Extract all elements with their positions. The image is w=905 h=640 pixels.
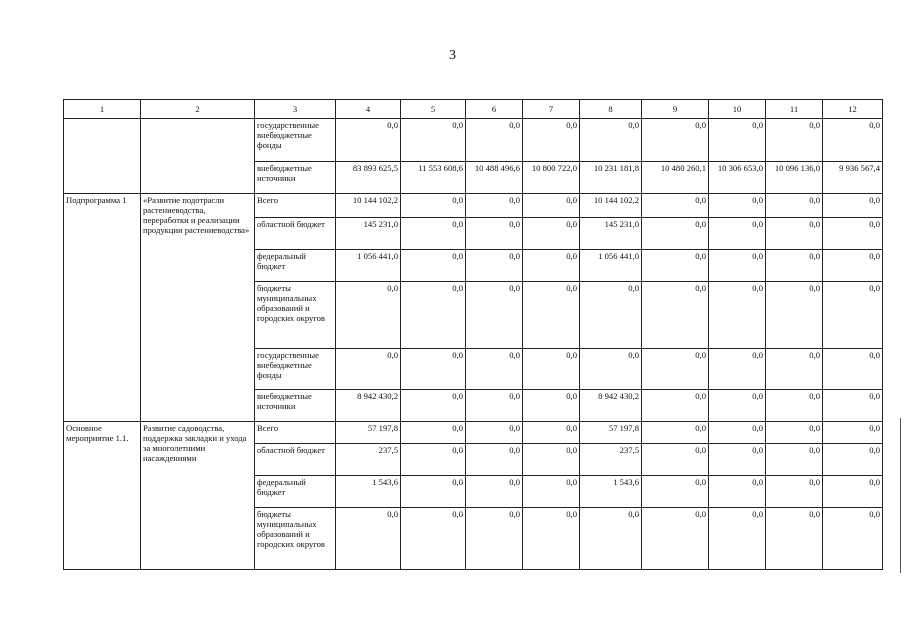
amount-cell: 0,0 <box>642 390 709 422</box>
funding-source: Всего <box>255 194 336 218</box>
amount-cell: 0,0 <box>823 282 883 349</box>
column-header: 5 <box>401 100 466 119</box>
column-header: 12 <box>823 100 883 119</box>
amount-cell: 0,0 <box>580 508 642 570</box>
amount-cell: 0,0 <box>336 508 401 570</box>
amount-cell: 0,0 <box>709 422 766 444</box>
amount-cell: 10 231 181,8 <box>580 162 642 194</box>
amount-cell: 0,0 <box>336 349 401 390</box>
amount-cell: 0,0 <box>642 476 709 508</box>
amount-cell: 0,0 <box>401 390 466 422</box>
amount-cell: 0,0 <box>766 390 823 422</box>
amount-cell: 0,0 <box>766 444 823 476</box>
amount-cell: 9 936 567,4 <box>823 162 883 194</box>
amount-cell: 8 942 430,2 <box>336 390 401 422</box>
amount-cell: 0,0 <box>466 508 523 570</box>
amount-cell: 145 231,0 <box>580 218 642 250</box>
amount-cell: 1 543,6 <box>580 476 642 508</box>
amount-cell: 0,0 <box>642 218 709 250</box>
program-name: Подпрограмма 1 <box>64 194 141 422</box>
amount-cell: 0,0 <box>523 422 580 444</box>
program-description <box>141 119 255 194</box>
amount-cell: 0,0 <box>642 508 709 570</box>
amount-cell: 1 056 441,0 <box>580 250 642 282</box>
amount-cell: 0,0 <box>823 422 883 444</box>
amount-cell: 0,0 <box>766 476 823 508</box>
amount-cell: 0,0 <box>709 250 766 282</box>
budget-table <box>63 99 883 570</box>
amount-cell: 0,0 <box>766 250 823 282</box>
amount-cell: 83 893 625,5 <box>336 162 401 194</box>
amount-cell: 0,0 <box>766 508 823 570</box>
amount-cell: 0,0 <box>466 349 523 390</box>
amount-cell: 0,0 <box>466 250 523 282</box>
program-name <box>64 119 141 194</box>
amount-cell: 0,0 <box>336 282 401 349</box>
amount-cell: 0,0 <box>580 119 642 162</box>
amount-cell: 0,0 <box>823 444 883 476</box>
amount-cell: 0,0 <box>401 119 466 162</box>
amount-cell: 0,0 <box>466 194 523 218</box>
funding-source: государственные внебюджетные фонды <box>255 349 336 390</box>
amount-cell: 0,0 <box>466 390 523 422</box>
amount-cell: 0,0 <box>709 218 766 250</box>
amount-cell: 11 553 608,6 <box>401 162 466 194</box>
amount-cell: 0,0 <box>523 218 580 250</box>
funding-source: внебюджетные источники <box>255 390 336 422</box>
amount-cell: 0,0 <box>401 422 466 444</box>
amount-cell: 10 144 102,2 <box>580 194 642 218</box>
amount-cell: 0,0 <box>580 282 642 349</box>
amount-cell: 0,0 <box>823 218 883 250</box>
column-header: 11 <box>766 100 823 119</box>
amount-cell: 10 480 260,1 <box>642 162 709 194</box>
amount-cell: 0,0 <box>642 119 709 162</box>
amount-cell: 0,0 <box>766 422 823 444</box>
amount-cell: 0,0 <box>766 218 823 250</box>
funding-source: внебюджетные источники <box>255 162 336 194</box>
table-body <box>64 119 883 570</box>
amount-cell: 57 197,8 <box>580 422 642 444</box>
amount-cell: 10 144 102,2 <box>336 194 401 218</box>
amount-cell: 1 056 441,0 <box>336 250 401 282</box>
funding-source: областной бюджет <box>255 218 336 250</box>
amount-cell: 0,0 <box>401 508 466 570</box>
amount-cell: 0,0 <box>523 119 580 162</box>
amount-cell: 0,0 <box>766 119 823 162</box>
amount-cell: 0,0 <box>642 250 709 282</box>
column-header: 10 <box>709 100 766 119</box>
table-row <box>64 422 883 444</box>
amount-cell: 0,0 <box>523 194 580 218</box>
amount-cell: 0,0 <box>523 349 580 390</box>
funding-source: областной бюджет <box>255 444 336 476</box>
page-number: 3 <box>449 48 456 63</box>
column-header: 4 <box>336 100 401 119</box>
amount-cell: 0,0 <box>523 250 580 282</box>
column-number-header-row <box>64 100 883 119</box>
amount-cell: 0,0 <box>523 390 580 422</box>
amount-cell: 237,5 <box>580 444 642 476</box>
amount-cell: 0,0 <box>466 444 523 476</box>
amount-cell: 10 488 496,6 <box>466 162 523 194</box>
column-header: 9 <box>642 100 709 119</box>
amount-cell: 0,0 <box>823 476 883 508</box>
amount-cell: 0,0 <box>466 422 523 444</box>
amount-cell: 0,0 <box>401 476 466 508</box>
amount-cell: 0,0 <box>401 250 466 282</box>
amount-cell: 0,0 <box>401 282 466 349</box>
table-row <box>64 194 883 218</box>
column-header: 1 <box>64 100 141 119</box>
amount-cell: 10 096 136,0 <box>766 162 823 194</box>
amount-cell: 0,0 <box>823 250 883 282</box>
amount-cell: 0,0 <box>401 194 466 218</box>
amount-cell: 0,0 <box>709 119 766 162</box>
funding-source: государственные внебюджетные фонды <box>255 119 336 162</box>
column-header: 7 <box>523 100 580 119</box>
amount-cell: 0,0 <box>642 349 709 390</box>
funding-source: федеральный бюджет <box>255 250 336 282</box>
amount-cell: 0,0 <box>523 508 580 570</box>
amount-cell: 0,0 <box>709 476 766 508</box>
amount-cell: 0,0 <box>709 508 766 570</box>
amount-cell: 0,0 <box>766 194 823 218</box>
amount-cell: 0,0 <box>642 282 709 349</box>
amount-cell: 1 543,6 <box>336 476 401 508</box>
amount-cell: 0,0 <box>642 194 709 218</box>
amount-cell: 0,0 <box>823 390 883 422</box>
amount-cell: 0,0 <box>401 218 466 250</box>
amount-cell: 10 306 653,0 <box>709 162 766 194</box>
amount-cell: 8 942 430,2 <box>580 390 642 422</box>
amount-cell: 0,0 <box>709 390 766 422</box>
amount-cell: 0,0 <box>466 119 523 162</box>
amount-cell: 0,0 <box>523 476 580 508</box>
amount-cell: 0,0 <box>523 282 580 349</box>
amount-cell: 0,0 <box>466 282 523 349</box>
amount-cell: 0,0 <box>709 444 766 476</box>
funding-source: Всего <box>255 422 336 444</box>
amount-cell: 0,0 <box>823 194 883 218</box>
amount-cell: 0,0 <box>642 422 709 444</box>
column-header: 6 <box>466 100 523 119</box>
amount-cell: 0,0 <box>401 444 466 476</box>
amount-cell: 0,0 <box>466 218 523 250</box>
amount-cell: 237,5 <box>336 444 401 476</box>
amount-cell: 10 800 722,0 <box>523 162 580 194</box>
funding-source: федеральный бюджет <box>255 476 336 508</box>
funding-source: бюджеты муниципальных образований и городских округов <box>255 282 336 349</box>
program-name: Основное мероприятие 1.1. <box>64 422 141 570</box>
amount-cell: 0,0 <box>823 508 883 570</box>
amount-cell: 0,0 <box>642 444 709 476</box>
scan-edge-line <box>900 418 901 573</box>
column-header: 2 <box>141 100 255 119</box>
amount-cell: 0,0 <box>580 349 642 390</box>
amount-cell: 145 231,0 <box>336 218 401 250</box>
amount-cell: 0,0 <box>823 119 883 162</box>
amount-cell: 57 197,8 <box>336 422 401 444</box>
column-header: 3 <box>255 100 336 119</box>
amount-cell: 0,0 <box>401 349 466 390</box>
amount-cell: 0,0 <box>709 194 766 218</box>
amount-cell: 0,0 <box>709 349 766 390</box>
amount-cell: 0,0 <box>766 349 823 390</box>
amount-cell: 0,0 <box>823 349 883 390</box>
table-row <box>64 119 883 162</box>
amount-cell: 0,0 <box>336 119 401 162</box>
amount-cell: 0,0 <box>523 444 580 476</box>
column-header: 8 <box>580 100 642 119</box>
amount-cell: 0,0 <box>709 282 766 349</box>
funding-source: бюджеты муниципальных образований и городских округов <box>255 508 336 570</box>
program-description: Развитие садоводства, поддержка закладки и ухода за многолетними насаждениями <box>141 422 255 570</box>
amount-cell: 0,0 <box>466 476 523 508</box>
amount-cell: 0,0 <box>766 282 823 349</box>
program-description: «Развитие подотрасли растениеводства, переработки и реализации продукции растениеводства» <box>141 194 255 422</box>
